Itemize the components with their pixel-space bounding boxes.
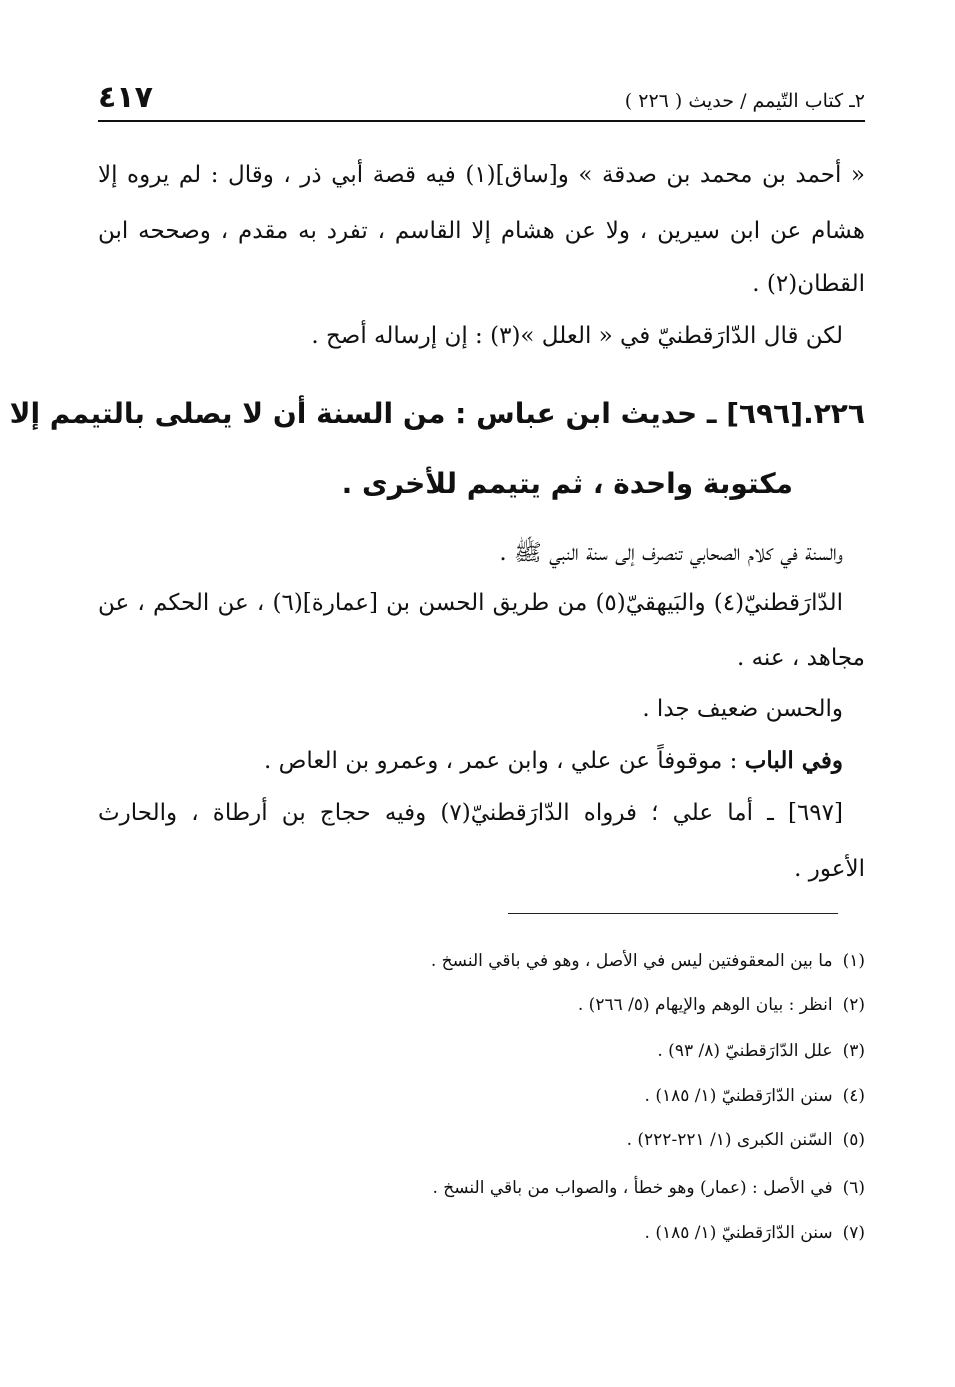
footnote-number: (٧) — [842, 1223, 865, 1243]
page-number: ٤١٧ — [98, 80, 153, 115]
paragraph-line: الأعور . — [794, 856, 865, 882]
hadith-heading-line: مكتوبة واحدة ، ثم يتيمم للأخرى . — [341, 467, 793, 500]
footnote — [98, 1037, 865, 1065]
paragraph-line: والسنة في كلام الصحابي تنصرف إلى سنة النبي ﷺ . — [499, 540, 843, 566]
footnote-text: ما بين المعقوفتين ليس في الأصل ، وهو في باقي النسخ . — [430, 951, 833, 971]
running-title: ٢ـ كتاب التّيمم / حديث ( ٢٢٦ ) — [624, 90, 865, 112]
footnote — [98, 1219, 865, 1247]
paragraph-line: [٦٩٧] ـ أما علي ؛ فرواه الدّارَقطنيّ(٧) وفيه حجاج بن أرطاة ، والحارث — [98, 800, 843, 826]
paragraph-line: والحسن ضعيف جدا . — [642, 696, 843, 722]
footnote-number: (٥) — [842, 1130, 865, 1150]
footnote-text: علل الدّارَقطنيّ (٨/ ٩٣) . — [657, 1041, 833, 1061]
paragraph-line: القطان(٢) . — [752, 271, 865, 297]
page-header — [98, 80, 865, 118]
footnote-number: (١) — [842, 951, 865, 971]
footnote — [98, 1082, 865, 1110]
footnote — [98, 991, 865, 1019]
section-text: : موقوفاً عن علي ، وابن عمر ، وعمرو بن العاص . — [263, 748, 745, 774]
paragraph-line: لكن قال الدّارَقطنيّ في « العلل »(٣) : إن إرساله أصح . — [311, 323, 843, 349]
footnote-rule — [508, 913, 838, 914]
footnote-number: (٢) — [842, 995, 865, 1015]
footnote-text: السّنن الكبرى (١/ ٢٢١-٢٢٢) . — [626, 1130, 833, 1150]
footnote-number: (٣) — [842, 1041, 865, 1061]
footnote-text: انظر : بيان الوهم والإيهام (٥/ ٢٦٦) . — [577, 995, 833, 1015]
footnote-text: في الأصل : (عمار) وهو خطأ ، والصواب من باقي النسخ . — [432, 1178, 833, 1198]
hadith-heading-line: ٢٢٦.[٦٩٦] ـ حديث ابن عباس : من السنة أن لا يصلى بالتيمم إلا — [9, 397, 865, 430]
footnote-text: سنن الدّارَقطنيّ (١/ ١٨٥) . — [644, 1223, 833, 1243]
paragraph-line: « أحمد بن محمد بن صدقة » و[ساق](١) فيه قصة أبي ذر ، وقال : لم يروه إلا — [98, 162, 865, 188]
footnote-number: (٦) — [842, 1178, 865, 1198]
paragraph-line: مجاهد ، عنه . — [736, 645, 865, 671]
paragraph-line: هشام عن ابن سيرين ، ولا عن هشام إلا القاسم ، تفرد به مقدم ، وصححه ابن — [98, 218, 865, 244]
paragraph-line: الدّارَقطنيّ(٤) والبَيهقيّ(٥) من طريق الحسن بن [عمارة](٦) ، عن الحكم ، عن — [98, 590, 843, 616]
header-rule — [98, 120, 865, 122]
footnote — [98, 1126, 865, 1154]
footnote — [98, 1174, 865, 1202]
paragraph-line — [98, 743, 843, 779]
footnote-number: (٤) — [842, 1086, 865, 1106]
footnote-text: سنن الدّارَقطنيّ (١/ ١٨٥) . — [644, 1086, 833, 1106]
footnote — [98, 947, 865, 975]
section-lead: وفي الباب — [744, 747, 843, 774]
